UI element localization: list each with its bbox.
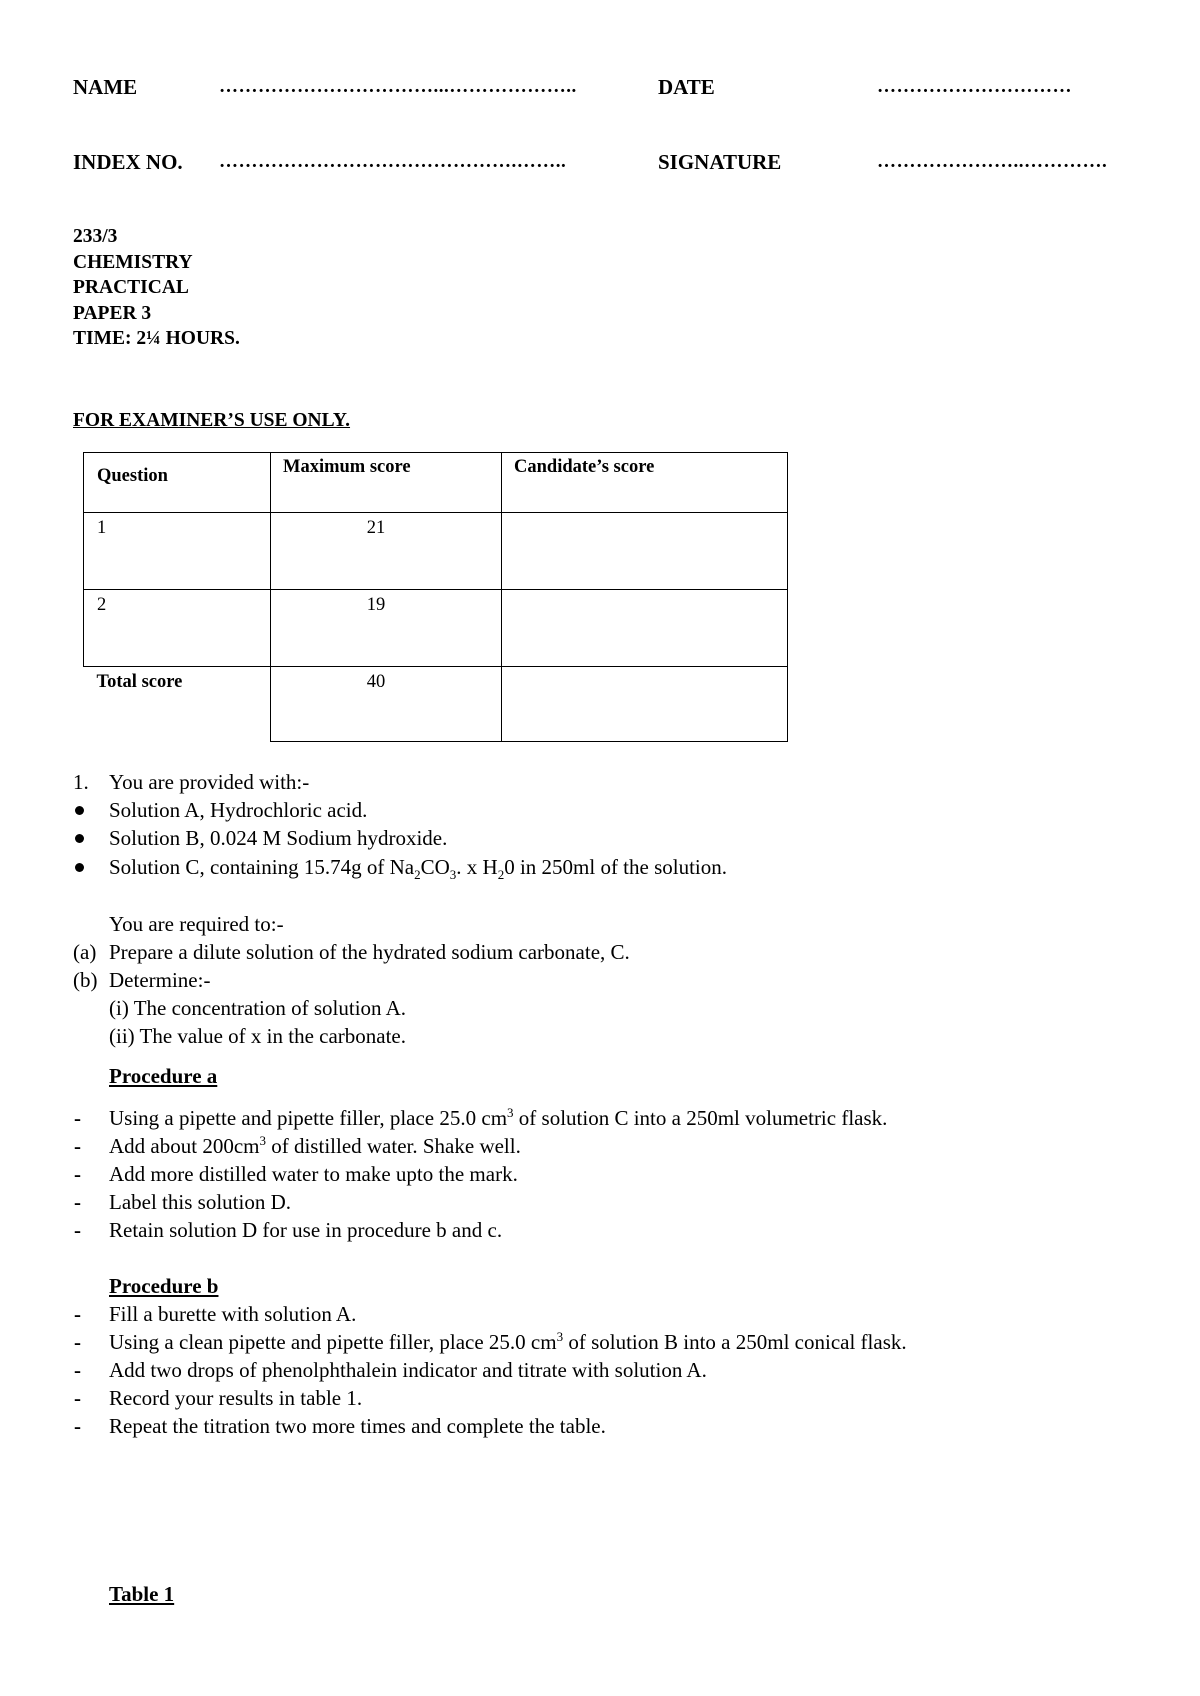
row-max-score: 19 (271, 590, 502, 667)
dash-marker: - (74, 1162, 81, 1186)
provided-item-a: Solution A, Hydrochloric acid. (109, 798, 368, 822)
course-time: TIME: 2¼ HOURS. (73, 328, 240, 349)
name-field[interactable]: ……………………………...……………….. (219, 76, 577, 97)
dash-marker: - (74, 1302, 81, 1326)
procedure-a-step-3: Add more distilled water to make upto the mark. (109, 1162, 518, 1186)
req-b-text: Determine:- (109, 968, 211, 992)
req-b-i: (i) The concentration of solution A. (109, 996, 407, 1020)
table-row (84, 590, 788, 667)
req-a-text: Prepare a dilute solution of the hydrated sodium carbonate, C. (109, 940, 630, 964)
table-row (84, 513, 788, 590)
procedure-b-step-4: Record your results in table 1. (109, 1386, 363, 1410)
procedure-a-step-4: Label this solution D. (109, 1190, 291, 1214)
provided-item-b: Solution B, 0.024 M Sodium hydroxide. (109, 826, 448, 850)
bullet-icon (75, 834, 84, 843)
table-header-row (84, 453, 788, 513)
header-question: Question (84, 453, 271, 513)
course-info (73, 224, 240, 352)
provided-item-c: Solution C, containing 15.74g of $Na_2CO_3$. x $H_20$ in 250ml of the solution. (109, 855, 728, 883)
req-a-marker: (a) (73, 940, 97, 964)
course-subject: CHEMISTRY (73, 251, 193, 273)
examiner-title: FOR EXAMINER’S USE ONLY. (73, 410, 351, 431)
bullet-icon (75, 863, 84, 872)
row-max-score: 21 (271, 513, 502, 590)
table-1-title: Table 1 (109, 1582, 175, 1606)
row-candidate-score[interactable] (502, 513, 788, 590)
index-no-field[interactable]: ……………………………………….…….. (219, 151, 567, 172)
total-label: Total score (96, 672, 183, 692)
row-question: 2 (84, 590, 271, 667)
dash-marker: - (74, 1106, 81, 1130)
procedure-a-step-1: Using a pipette and pipette filler, place 25.0 $cm^3$ of solution C into a 250ml volumetric flask. (109, 1105, 888, 1130)
course-paper: PAPER 3 (73, 302, 152, 324)
date-label: DATE (658, 75, 715, 99)
dash-marker: - (74, 1330, 81, 1354)
procedure-b-step-2: Using a clean pipette and pipette filler, place 25.0 $cm^3$ of solution B into a 250ml conical flask. (109, 1329, 907, 1354)
procedure-a-title: Procedure a (109, 1064, 218, 1088)
course-code: 233/3 (73, 226, 118, 247)
dash-marker: - (74, 1218, 81, 1242)
provided-intro: You are provided with:- (109, 770, 310, 794)
req-b-ii: (ii) The value of x in the carbonate. (109, 1024, 406, 1048)
course-type: PRACTICAL (73, 277, 189, 298)
signature-label: SIGNATURE (658, 150, 782, 174)
index-no-label: INDEX NO. (73, 150, 183, 174)
date-field[interactable]: ………………………… (877, 76, 1072, 97)
req-b-marker: (b) (73, 968, 98, 992)
question-number: 1. (73, 770, 89, 794)
header-candidate-score: Candidate’s score (502, 453, 788, 513)
total-candidate-score[interactable] (502, 667, 788, 742)
required-intro: You are required to:- (109, 912, 284, 936)
dash-marker: - (74, 1358, 81, 1382)
bullet-icon (75, 806, 84, 815)
procedure-b-step-1: Fill a burette with solution A. (109, 1302, 357, 1326)
procedure-a-step-2: Add about $200cm^3$ of distilled water. Shake well. (109, 1133, 521, 1158)
table-total-row (84, 667, 788, 742)
examiner-score-table (83, 452, 788, 742)
dash-marker: - (74, 1134, 81, 1158)
header-max-score: Maximum score (271, 453, 502, 513)
dash-marker: - (74, 1414, 81, 1438)
row-question: 1 (84, 513, 271, 590)
procedure-b-step-5: Repeat the titration two more times and complete the table. (109, 1414, 606, 1438)
procedure-b-title: Procedure b (109, 1274, 219, 1298)
dash-marker: - (74, 1190, 81, 1214)
dash-marker: - (74, 1386, 81, 1410)
procedure-a-step-5: Retain solution D for use in procedure b and c. (109, 1218, 503, 1242)
name-label: NAME (73, 75, 138, 99)
total-max-score: 40 (271, 667, 502, 742)
row-candidate-score[interactable] (502, 590, 788, 667)
procedure-b-step-3: Add two drops of phenolphthalein indicator and titrate with solution A. (109, 1358, 707, 1382)
signature-field[interactable]: …………………..…………. (877, 151, 1108, 172)
